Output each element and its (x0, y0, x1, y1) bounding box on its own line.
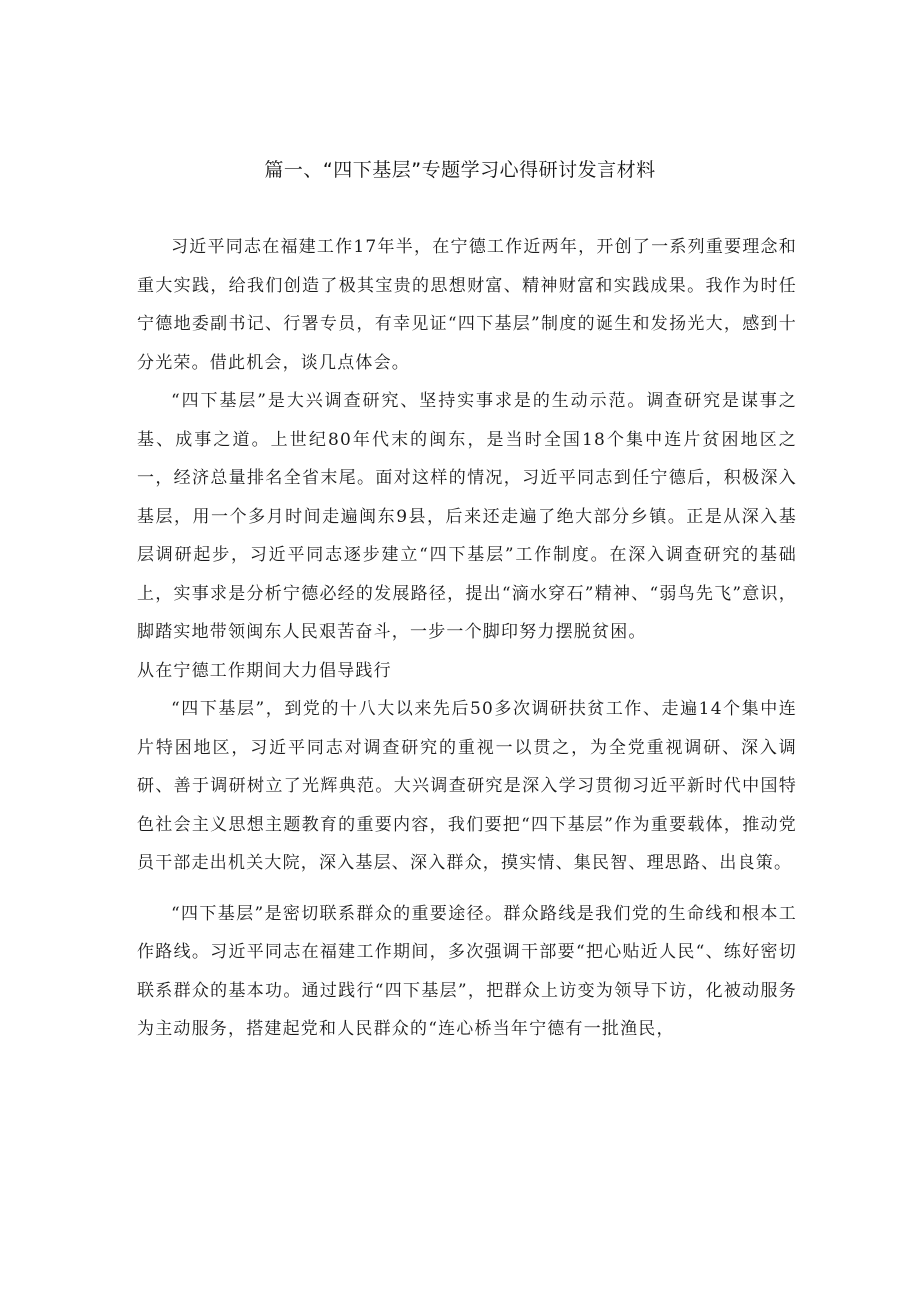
paragraph-fragment: 从在宁德工作期间大力倡导践行 (137, 660, 392, 681)
document-title: 篇一、“四下基层”专题学习心得研讨发言材料 (264, 159, 656, 181)
paragraph-intro: 习近平同志在福建工作17年半，在宁德工作近两年，开创了一系列重要理念和重大实践，给我们创造了极其宝贵的思想财富、精神财富和实践成果。我作为时任宁德地委副书记、行署专员，有幸见证“四下基层”制度的诞生和发扬光大，感到十分光荣。借此机会，谈几点体会。 (137, 237, 797, 373)
paragraph-continuation: “四下基层”，到党的十八大以来先后50多次调研扶贫工作、走遍14个集中连片特困地区，习近平同志对调查研究的重视一以贯之，为全党重视调研、深入调研、善于调研树立了光辉典范。大兴调查研究是深入学习贯彻习近平新时代中国特色社会主义思想主题教育的重要内容，我们要把“四下基层”作为重要载体，推动党员干部走出机关大院，深入基层、深入群众，摸实情、集民智、理思路、出良策。 (137, 699, 797, 873)
paragraph-investigation: “四下基层”是大兴调查研究、坚持实事求是的生动示范。调查研究是谋事之基、成事之道。上世纪80年代末的闽东，是当时全国18个集中连片贫困地区之一，经济总量排名全省末尾。面对这样的情况，习近平同志到任宁德后，积极深入基层，用一个多月时间走遍闽东9县，后来还走遍了绝大部分乡镇。正是从深入基层调研起步，习近平同志逐步建立“四下基层”工作制度。在深入调查研究的基础上，实事求是分析宁德必经的发展路径，提出“滴水穿石”精神、“弱鸟先飞”意识，脚踏实地带领闽东人民艰苦奋斗，一步一个脚印努力摆脱贫困。 (137, 391, 797, 642)
document-body (137, 228, 797, 1049)
paragraph-mass-line: “四下基层”是密切联系群众的重要途径。群众路线是我们党的生命线和根本工作路线。习近平同志在福建工作期间，多次强调干部要“把心贴近人民“、练好密切联系群众的基本功。通过践行“四下基层”，把群众上访变为领导下访，化被动服务为主动服务，搭建起党和人民群众的“连心桥当年宁德有一批渔民， (137, 903, 797, 1039)
